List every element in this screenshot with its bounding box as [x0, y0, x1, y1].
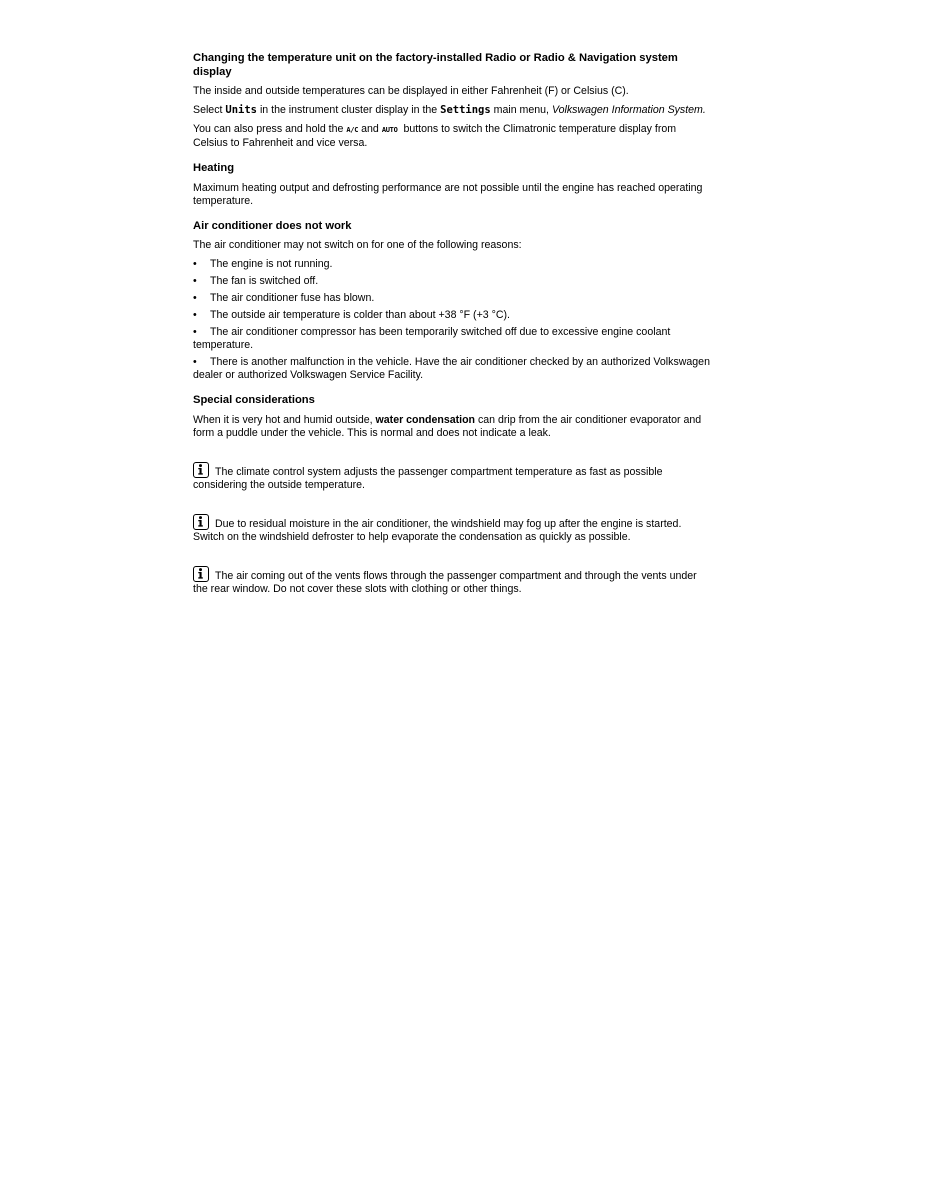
- italic-reference: Volkswagen Information System.: [551, 104, 706, 116]
- info-icon: [193, 514, 209, 530]
- bullet-icon: •: [193, 275, 197, 287]
- text: in the instrument cluster display in the: [257, 104, 441, 116]
- note-text: Due to residual moisture in the air conditioner, the windshield may fog up after the engine is started. Switch on the windshield defroster to help evaporate the condensation as quickly as possible.: [193, 517, 682, 543]
- reasons-list: [193, 258, 713, 382]
- auto-button-label: AUTO: [381, 126, 398, 134]
- paragraph: The air conditioner may not switch on for one of the following reasons:: [193, 239, 522, 251]
- paragraph: [193, 104, 713, 117]
- list-item-text: The fan is switched off.: [210, 275, 319, 287]
- bullet-icon: •: [193, 326, 197, 338]
- paragraph: The inside and outside temperatures can be displayed in either Fahrenheit (F) or Celsius (C).: [193, 85, 629, 97]
- text: can drip from the air conditioner evaporator and form a puddle under the vehicle. This is normal and does not indicate a leak.: [193, 413, 702, 439]
- bullet-icon: •: [193, 309, 197, 321]
- section-heating: [193, 162, 713, 208]
- section-heading: Special considerations: [193, 394, 315, 406]
- paragraph: [193, 123, 713, 150]
- list-item-text: There is another malfunction in the vehicle. Have the air conditioner checked by an authorized Volkswagen dealer or authorized Volkswagen Service Facility.: [193, 356, 710, 381]
- list-item-text: The engine is not running.: [210, 258, 333, 270]
- info-note: [193, 514, 713, 544]
- paragraph: [193, 414, 713, 440]
- text: main menu,: [490, 104, 552, 116]
- section-temperature-unit: [193, 52, 713, 150]
- text: You can also press and hold the: [193, 123, 344, 135]
- page-content: [193, 52, 713, 596]
- bullet-icon: •: [193, 258, 197, 270]
- list-item: [193, 356, 713, 382]
- text: When it is very hot and humid outside,: [193, 413, 376, 426]
- list-item-text: The air conditioner compressor has been temporarily switched off due to excessive engine coolant temperature.: [193, 326, 671, 351]
- section-heading: Changing the temperature unit on the factory-installed Radio or Radio & Navigation system display: [193, 52, 678, 78]
- list-item-text: The outside air temperature is colder than about +38 °F (+3 °C).: [210, 309, 510, 321]
- list-item: [193, 326, 713, 352]
- info-note: [193, 462, 713, 492]
- text: buttons to switch the Climatronic temperature display from Celsius to Fahrenheit and vice versa.: [193, 123, 677, 149]
- info-icon: [193, 566, 209, 582]
- text: and: [361, 123, 379, 135]
- list-item-text: The air conditioner fuse has blown.: [210, 292, 375, 304]
- info-note: [193, 566, 713, 596]
- list-item: [193, 275, 713, 288]
- section-heading: Air conditioner does not work: [193, 219, 352, 232]
- units-menu-label: Units: [225, 104, 257, 116]
- list-item: [193, 292, 713, 305]
- bullet-icon: •: [193, 356, 197, 368]
- settings-menu-label: Settings: [440, 104, 491, 116]
- list-item: [193, 309, 713, 322]
- list-item: [193, 258, 713, 271]
- bold-term: water condensation: [375, 413, 476, 426]
- section-air-conditioner: [193, 220, 713, 383]
- section-special-considerations: [193, 394, 713, 440]
- note-text: The air coming out of the vents flows through the passenger compartment and through the vents under the rear window. Do not cover these slots with clothing or other things.: [193, 569, 697, 595]
- bullet-icon: •: [193, 292, 197, 304]
- info-icon: [193, 462, 209, 478]
- text: Select: [193, 104, 226, 116]
- paragraph: Maximum heating output and defrosting performance are not possible until the engine has reached operating temperature.: [193, 181, 703, 207]
- ac-button-label: A/C: [346, 126, 359, 134]
- note-text: The climate control system adjusts the passenger compartment temperature as fast as possible considering the outside temperature.: [193, 465, 663, 491]
- section-heading: Heating: [193, 162, 235, 174]
